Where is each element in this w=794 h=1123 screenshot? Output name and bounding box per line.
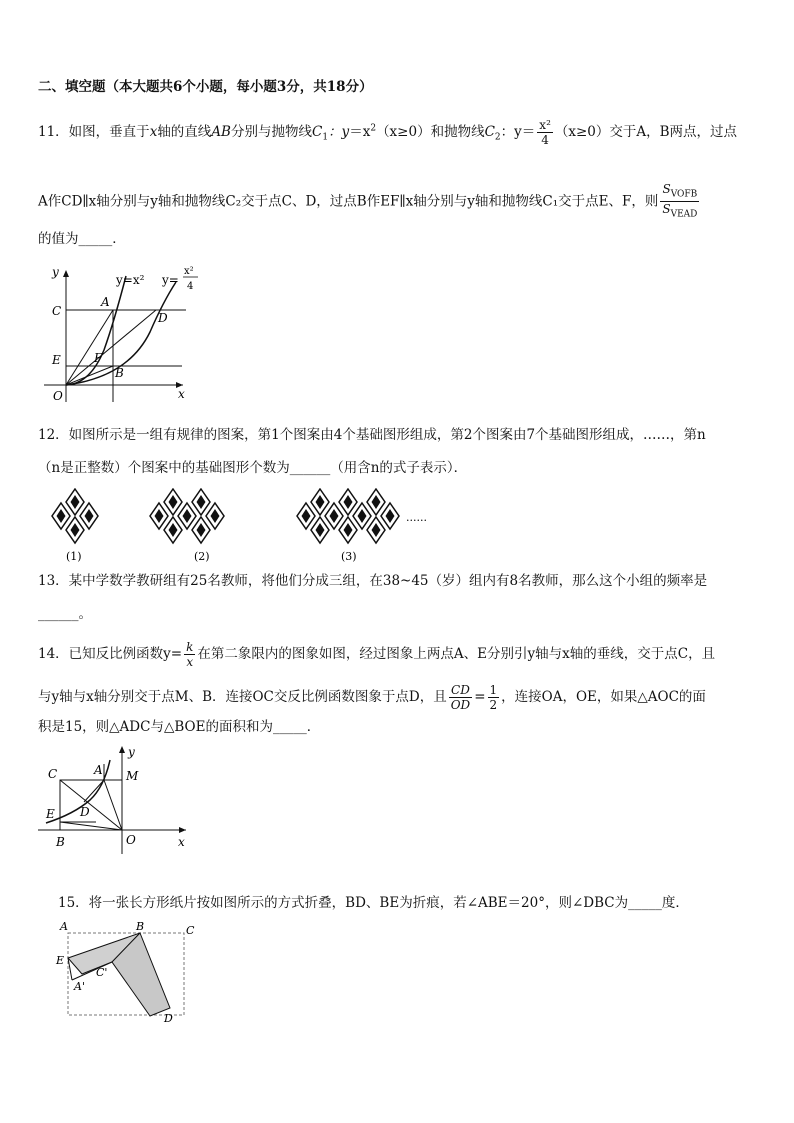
q15-line1: 15．将一张长方形纸片按如图所示的方式折叠，BD、BE为折痕，若∠ABE＝20°，则∠DBC为_____度． bbox=[58, 895, 689, 911]
pattern-ellipsis: ...... bbox=[406, 511, 427, 524]
point-a-prime: A' bbox=[74, 980, 85, 993]
point-e: E bbox=[46, 807, 55, 821]
point-a: A bbox=[101, 295, 110, 309]
curve2-label: y= bbox=[162, 273, 179, 287]
point-c: C bbox=[186, 924, 195, 937]
origin-label: O bbox=[53, 389, 63, 403]
q14-cd-od: $\frac{CD}{OD}$ bbox=[450, 683, 471, 712]
point-a: A bbox=[60, 920, 68, 933]
q11-fraction: $\frac{\text{x²}}{4}$ bbox=[539, 118, 551, 147]
pattern-2 bbox=[150, 489, 224, 543]
q14-k-over-x: $\frac{k}{x}$ bbox=[186, 640, 194, 669]
curve2-num: x² bbox=[184, 266, 194, 277]
x-label: x bbox=[178, 835, 185, 849]
q14-line1: 14．已知反比例函数y= $\frac{k}{x}$ 在第二象限内的图象如图，经过图象上两点A、E分别引y轴与x轴的垂线，交于点C，且 bbox=[38, 640, 716, 669]
q11-line1: 11．如图，垂直于x轴的直线AB分别与抛物线$C_1$：$y=x^2(x\ge 0)$和抛物线$C_2$：y＝ $\frac{\text{x²}}{4}$ （x≥0）交于A，B两点，过点 bbox=[38, 118, 738, 147]
fig14-hyperbola bbox=[38, 742, 198, 857]
point-b: B bbox=[56, 835, 65, 849]
point-b: B bbox=[136, 920, 145, 933]
q12-line1: 12．如图所示是一组有规律的图案，第1个图案由4个基础图形组成，第2个图案由7个基础图形组成，……，第n bbox=[38, 427, 706, 443]
point-c: C bbox=[48, 767, 58, 781]
pattern-3 bbox=[297, 489, 399, 543]
q14-one-half: $\frac{1}{2}$ bbox=[489, 683, 498, 712]
point-e: E bbox=[52, 353, 61, 367]
q11-line2: A作CD∥x轴分别与y轴和抛物线C₂交于点C、D，过点B作EF∥x轴分别与y轴和抛物线C₁交于点E、F，则 $\frac{S_{VOFB}}{S_{VEAD}}$ bbox=[38, 182, 698, 220]
point-e: E bbox=[56, 954, 65, 967]
pattern-1 bbox=[52, 489, 98, 543]
point-d: D bbox=[158, 311, 168, 325]
point-b: B bbox=[115, 366, 124, 380]
q12-line2: （n是正整数）个图案中的基础图形个数为______（用含n的式子表示）． bbox=[38, 460, 468, 476]
q14-line2: 与y轴与x轴分别交于点M、B．连接OC交反比例函数图象于点D，且 $\frac{CD}{OD}$ = $\frac{1}{2}$ ，连接OA，OE，如果△AOC的面 bbox=[38, 683, 706, 712]
fig12-patterns bbox=[44, 488, 444, 566]
curve1-label: y=x² bbox=[116, 273, 145, 287]
q13-line2: ______。 bbox=[38, 606, 92, 622]
x-label: x bbox=[178, 387, 185, 401]
fig11-parabolas bbox=[38, 262, 198, 412]
point-m: M bbox=[126, 769, 139, 783]
segment-oe bbox=[60, 822, 122, 830]
point-f: F bbox=[94, 351, 103, 365]
section-heading: 二、填空题（本大题共6个小题，每小题3分，共18分） bbox=[38, 79, 373, 95]
point-d: D bbox=[80, 805, 90, 819]
q11-area-ratio: $\frac{S_{VOFB}}{S_{VEAD}}$ bbox=[662, 182, 698, 220]
segment-ad bbox=[84, 780, 104, 802]
origin-label: O bbox=[126, 833, 136, 847]
y-label: y bbox=[128, 745, 135, 759]
point-a: A bbox=[94, 763, 103, 777]
point-d: D bbox=[164, 1012, 173, 1025]
fig15-folded-paper bbox=[52, 918, 202, 1026]
curve2-den: 4 bbox=[187, 281, 194, 292]
caption-2: (2) bbox=[194, 550, 210, 563]
q13-line1: 13．某中学数学教研组有25名教师，将他们分成三组，在38~45（岁）组内有8名教师，那么这个小组的频率是 bbox=[38, 573, 708, 589]
caption-3: (3) bbox=[341, 550, 357, 563]
y-label: y bbox=[52, 265, 59, 279]
q11-line3: 的值为_____． bbox=[38, 231, 126, 247]
caption-1: (1) bbox=[66, 550, 82, 563]
segment-od bbox=[66, 310, 156, 385]
q14-line3: 积是15，则△ADC与△BOE的面积和为_____． bbox=[38, 719, 321, 735]
segment-ob bbox=[66, 366, 113, 385]
point-c: C bbox=[52, 304, 62, 318]
point-c-prime: C' bbox=[96, 966, 108, 979]
